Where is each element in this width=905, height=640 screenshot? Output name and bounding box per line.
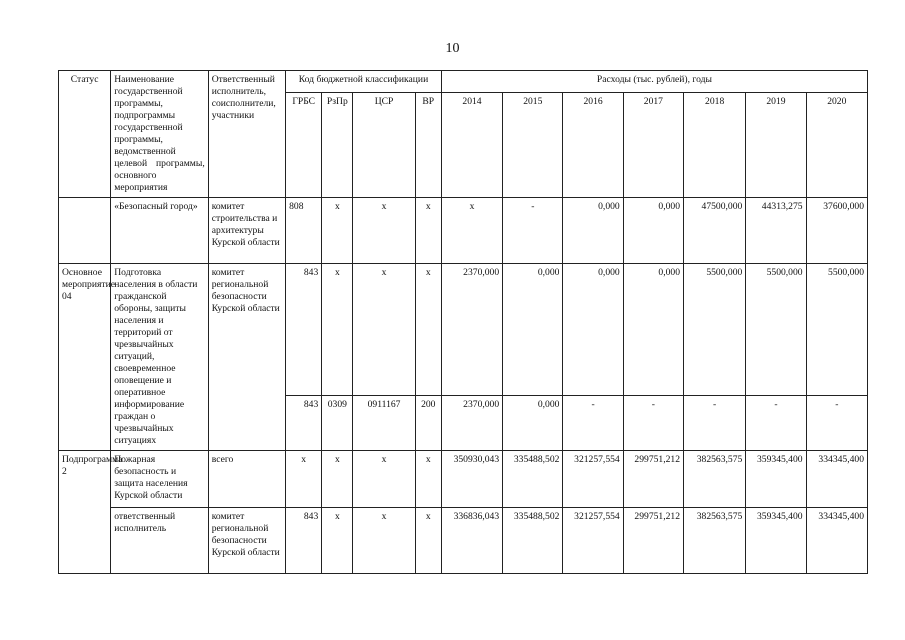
responsible-cell: комитет строительства и архитектуры Курской области [208,198,285,264]
vr-cell: х [415,198,441,264]
name-cell: «Безопасный город» [111,198,208,264]
value-cell: 5500,000 [806,264,867,396]
value-cell: 382563,575 [684,451,746,508]
status-cell: Основное мероприятие 04 [59,264,111,451]
value-cell: - [746,396,806,451]
header-status: Статус [59,71,111,198]
header-grbs: ГРБС [286,92,322,197]
value-cell: 37600,000 [806,198,867,264]
value-cell: 47500,000 [684,198,746,264]
value-cell: - [684,396,746,451]
table-row [59,264,868,396]
value-cell: 335488,502 [503,508,563,574]
value-cell: 0,000 [623,198,683,264]
responsible-cell: комитет региональной безопасности Курской области [208,264,285,451]
header-csr: ЦСР [353,92,415,197]
name-cell: Подготовка населения в области гражданской обороны, защиты населения и территорий от чрезвычайных ситуаций, своевременное оповещение и оперативное информирование граждан о чрезвычайных ситуациях [111,264,208,451]
value-cell: 5500,000 [746,264,806,396]
grbs-cell: х [286,451,322,508]
header-expenses: Расходы (тыс. рублей), годы [441,71,867,93]
value-cell: 334345,400 [806,451,867,508]
value-cell: 359345,400 [746,508,806,574]
header-rzpr: РзПр [322,92,353,197]
value-cell: 0,000 [623,264,683,396]
grbs-cell: 843 [286,396,322,451]
header-responsible: Ответственный исполнитель, соисполнители, участники [208,71,285,198]
vr-cell: 200 [415,396,441,451]
status-cell [59,198,111,264]
value-cell: 359345,400 [746,451,806,508]
header-year: 2020 [806,92,867,197]
header-year: 2015 [503,92,563,197]
value-cell: 0,000 [503,264,563,396]
vr-cell: х [415,508,441,574]
value-cell: 5500,000 [684,264,746,396]
value-cell: - [806,396,867,451]
status-cell: Подпрограмма 2 [59,451,111,574]
value-cell: 2370,000 [441,396,502,451]
value-cell: - [563,396,623,451]
csr-cell: 0911167 [353,396,415,451]
csr-cell: х [353,508,415,574]
value-cell: 299751,212 [623,508,683,574]
value-cell: 321257,554 [563,451,623,508]
grbs-cell: 808 [286,198,322,264]
budget-table [58,70,868,574]
value-cell: - [503,198,563,264]
name-cell: Пожарная безопасность и защита населения Курской области [111,451,208,508]
value-cell: 44313,275 [746,198,806,264]
value-cell: 321257,554 [563,508,623,574]
table-row [59,508,868,574]
vr-cell: х [415,451,441,508]
header-year: 2018 [684,92,746,197]
value-cell: 350930,043 [441,451,502,508]
value-cell: 0,000 [503,396,563,451]
value-cell: 336836,043 [441,508,502,574]
header-year: 2019 [746,92,806,197]
csr-cell: х [353,198,415,264]
value-cell: х [441,198,502,264]
grbs-cell: 843 [286,264,322,396]
value-cell: 334345,400 [806,508,867,574]
value-cell: 2370,000 [441,264,502,396]
header-year: 2017 [623,92,683,197]
rzpr-cell: х [322,508,353,574]
value-cell: 0,000 [563,198,623,264]
header-year: 2014 [441,92,502,197]
rzpr-cell: х [322,198,353,264]
value-cell: 299751,212 [623,451,683,508]
header-year: 2016 [563,92,623,197]
grbs-cell: 843 [286,508,322,574]
vr-cell: х [415,264,441,396]
csr-cell: х [353,451,415,508]
rzpr-cell: 0309 [322,396,353,451]
value-cell: 382563,575 [684,508,746,574]
rzpr-cell: х [322,451,353,508]
value-cell: 335488,502 [503,451,563,508]
name-cell: ответственный исполнитель [111,508,208,574]
value-cell: - [623,396,683,451]
table-row [59,198,868,264]
header-vr: ВР [415,92,441,197]
rzpr-cell: х [322,264,353,396]
table-row [59,451,868,508]
value-cell: 0,000 [563,264,623,396]
responsible-cell: всего [208,451,285,508]
csr-cell: х [353,264,415,396]
header-name: Наименование государственной программы, подпрограммы государственной программы, ведомственной целевой программы, основного мероприятия [111,71,208,198]
page-number: 10 [445,41,460,56]
responsible-cell: комитет региональной безопасности Курской области [208,508,285,574]
header-budget-code: Код бюджетной классификации [286,71,442,93]
